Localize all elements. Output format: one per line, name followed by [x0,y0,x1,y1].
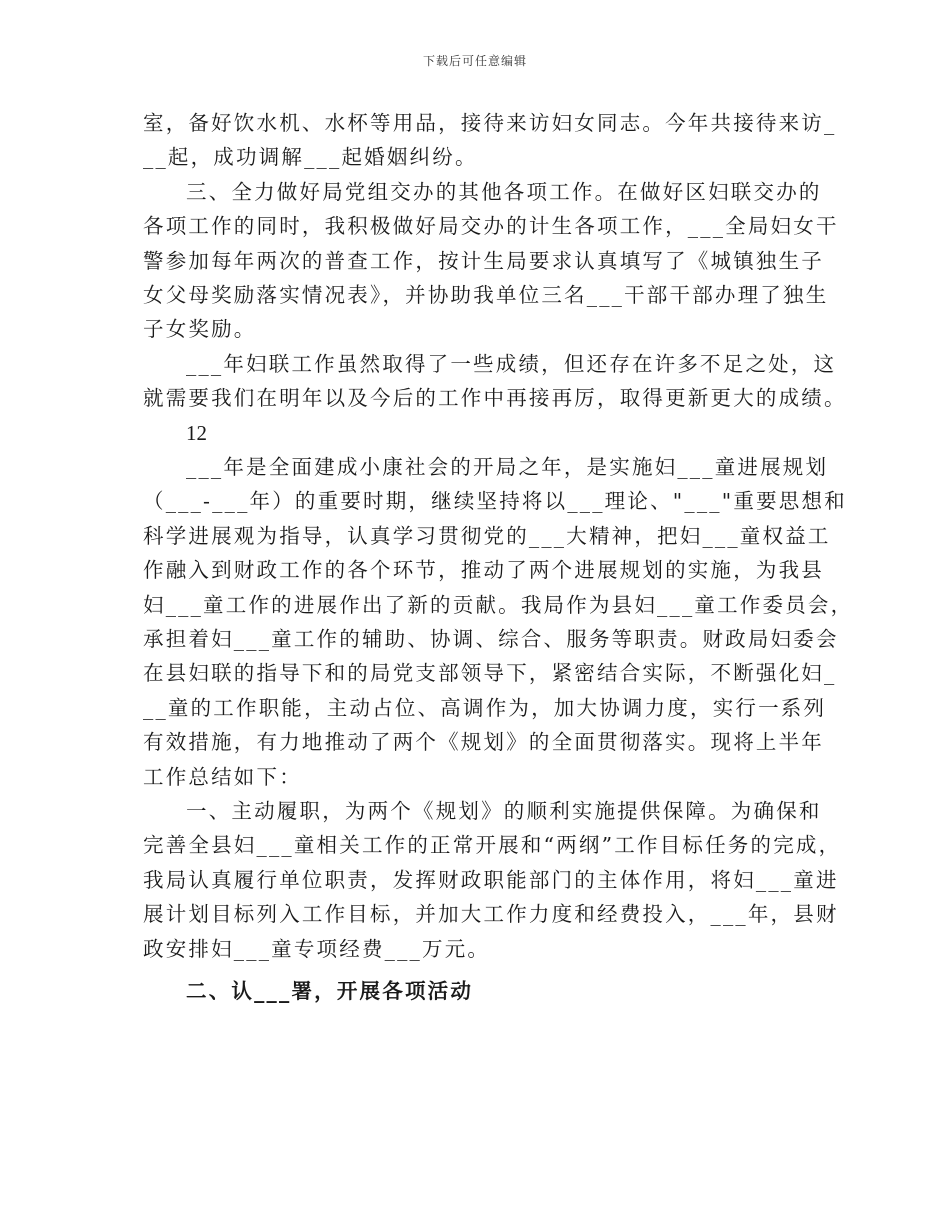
text-line: 室，备好饮水机、水杯等用品，接待来访妇女同志。今年共接待来访_ [143,111,837,135]
section-heading: 二、认___署，开展各项活动 [186,979,474,1003]
page-header: 下载后可任意编辑 [422,54,527,68]
text-line: 有效措施，有力地推动了两个《规划》的全面贯彻落实。现将上半年 [143,730,824,755]
text-line: 展计划目标列入工作目标，并加大工作力度和经费投入，___年，县财 [143,902,839,927]
text-line: 政安排妇___童专项经费___万元。 [143,936,491,961]
text-line: 女父母奖励落实情况表》，并协助我单位三名___干部干部办理了独生 [143,283,829,307]
text-line: __童的工作职能，主动占位、高调作为，加大协调力度，实行一系列 [143,695,827,720]
text-line: ___年是全面建成小康社会的开局之年，是实施妇___童进展规划 [186,455,829,479]
text-line: 妇___童工作的进展作出了新的贡献。我局作为县妇___童工作委员会， [143,592,854,617]
text-line: 承担着妇___童工作的辅助、协调、综合、服务等职责。财政局妇委会 [143,627,839,651]
text-line: 就需要我们在明年以及今后的工作中再接再厉，取得更新更大的成绩。 [143,386,847,411]
text-line: 警参加每年两次的普查工作，按计生局要求认真填写了《城镇独生子 [143,248,824,273]
text-line: 各项工作的同时，我积极做好局交办的计生各项工作，___全局妇女干 [143,214,839,239]
text-line: 一、主动履职，为两个《规划》的顺利实施提供保障。为确保和 [186,799,822,823]
text-line: （___-___年）的重要时期，继续坚持将以___理论、"___"重要思想和 [143,489,847,514]
text-line: 作融入到财政工作的各个环节，推动了两个进展规划的实施，为我县 [143,558,824,583]
text-line: __起，成功调解___起婚姻纠纷。 [143,145,478,170]
text-line: 三、全力做好局党组交办的其他各项工作。在做好区妇联交办的 [186,179,822,204]
text-line: 在县妇联的指导下和的局党支部领导下，紧密结合实际，不断强化妇_ [143,661,837,686]
text-line: 完善全县妇___童相关工作的正常开展和“两纲”工作目标任务的完成， [143,833,842,858]
text-line: 科学进展观为指导，认真学习贯彻党的___大精神，把妇___童权益工 [143,523,831,548]
text-line: 工作总结如下： [143,764,302,789]
text-line: 子女奖励。 [143,317,257,342]
section-number: 12 [186,420,207,445]
text-line: 我局认真履行单位职责，发挥财政职能部门的主体作用，将妇___童进 [143,867,839,892]
text-line: ___年妇联工作虽然取得了一些成绩，但还存在许多不足之处，这 [186,351,837,376]
